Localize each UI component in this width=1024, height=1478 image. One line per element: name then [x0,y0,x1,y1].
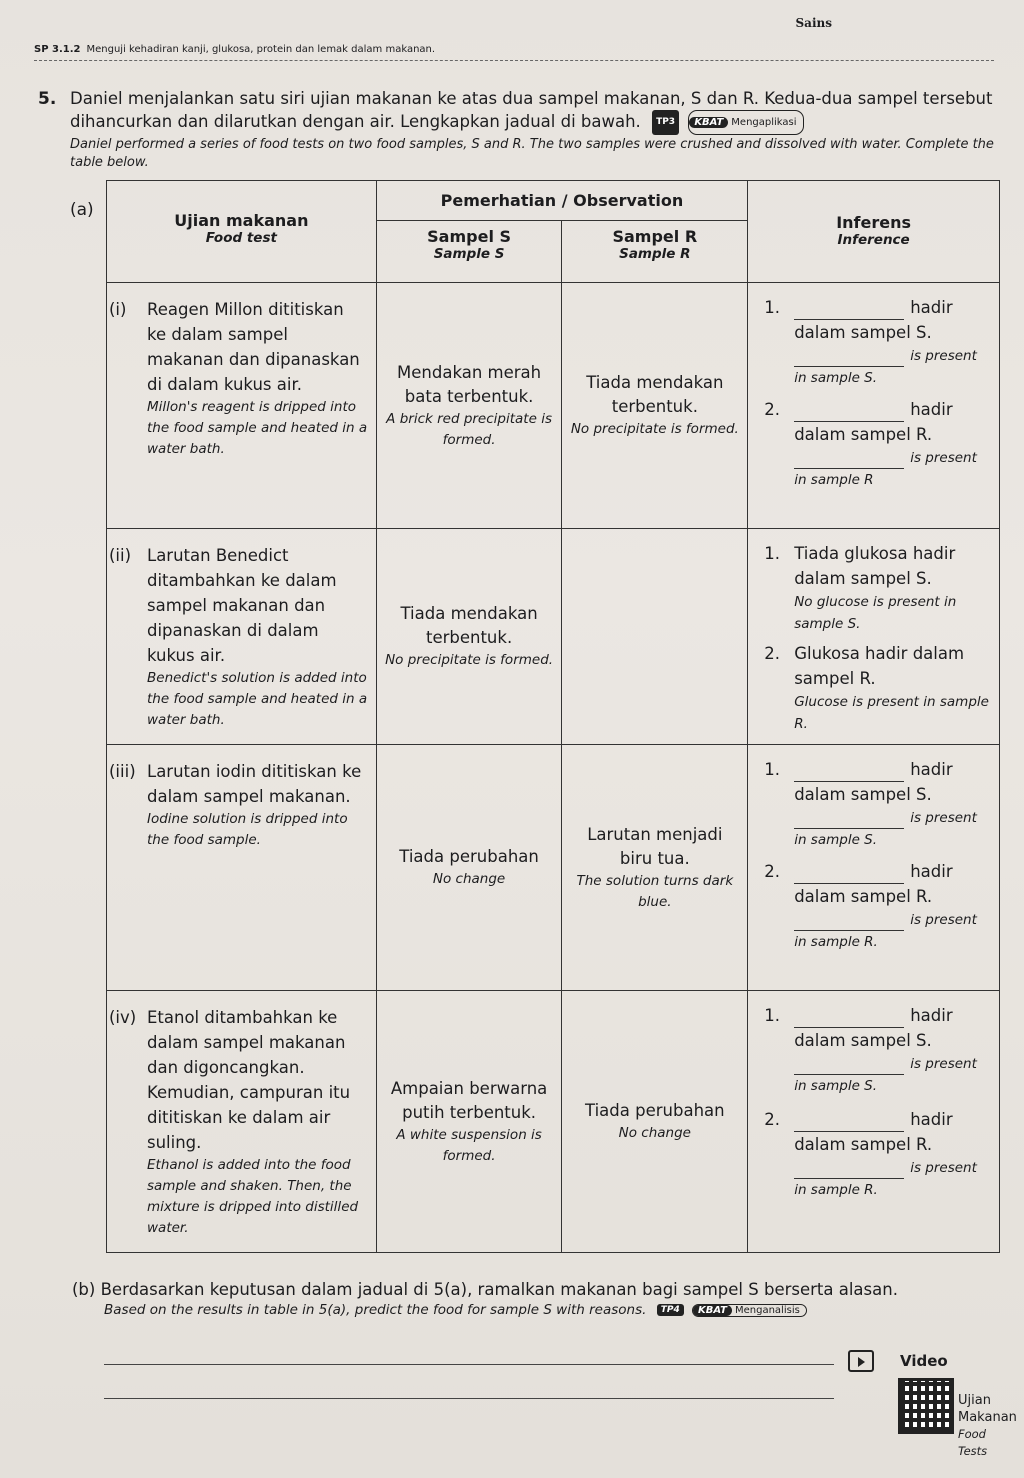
part-b-question [72,1278,898,1302]
header-sample-s [376,221,562,283]
kbat-badge [688,110,803,135]
table-row [107,529,1000,745]
observation-sample-s [376,991,562,1253]
inference-item [764,859,993,909]
obs-text-ms: Tiada perubahan [585,1101,725,1120]
obs-text-en: The solution turns dark blue. [576,872,734,910]
test-cell [107,991,377,1253]
answer-blank[interactable] [794,453,904,469]
tp-badge: TP4 [657,1304,684,1316]
row-number: (ii) [109,546,132,565]
inference-number: 1. [764,760,780,779]
test-text-en: Millon's reagent is dripped into the food sample and heated in a water bath. [147,399,368,457]
header-sample-s-en: Sample S [433,246,505,262]
observation-sample-r [562,745,748,991]
answer-blank[interactable] [794,868,904,884]
qr-caption-en: Food Tests [958,1427,988,1458]
observation-sample-r[interactable] [562,529,748,745]
qr-caption [958,1392,1018,1460]
sp-text: Menguji kehadiran kanji, glukosa, protein dan lemak dalam makanan. [86,44,436,55]
answer-blank[interactable] [794,1059,904,1075]
inference-en [764,1157,993,1201]
inference-ms-tail: hadir dalam sampel S. [794,760,953,804]
answer-blank[interactable] [794,813,904,829]
header-observation [376,181,748,221]
table-header-row [107,181,1000,221]
inference-number: 1. [764,1006,780,1025]
test-text-en: Benedict's solution is added into the food sample and heated in a water bath. [147,670,368,728]
obs-text-en: No change [618,1125,691,1141]
header-test-ms: Ujian makanan [174,211,309,230]
inference-item [764,397,993,447]
observation-sample-s [376,529,562,745]
qr-code-icon[interactable] [898,1378,954,1434]
obs-text-ms: Mendakan merah bata terbentuk. [397,362,542,406]
answer-blank[interactable] [794,1163,904,1179]
answer-line[interactable] [104,1398,834,1399]
inference-ms-tail: hadir dalam sampel R. [794,862,953,906]
inference-en-tail: is present in sample S. [794,348,977,386]
inference-ms: Tiada glukosa hadir dalam sampel S. [794,544,956,588]
obs-text-en: A white suspension is formed. [396,1126,542,1164]
inference-en [764,807,993,851]
inference-en [764,447,993,491]
inference-number: 1. [764,544,780,563]
sp-line [34,44,435,55]
sp-code: SP 3.1.2 [34,44,81,55]
inference-number: 2. [764,644,780,663]
header-inf-en: Inference [837,232,910,248]
inference-item [764,295,993,345]
part-b-text-en: Based on the results in table in 5(a), predict the food for sample S with reasons. [104,1302,647,1318]
answer-line[interactable] [104,1364,834,1365]
header-sample-r-ms: Sampel R [612,227,698,246]
test-cell [107,745,377,991]
qr-caption-ms-2: Makanan [958,1410,1017,1425]
obs-text-ms: Tiada mendakan terbentuk. [400,604,538,647]
header-sample-s-ms: Sampel S [427,227,512,246]
inference-item [764,1107,993,1157]
inference-number: 1. [764,298,780,317]
row-number: (i) [109,300,127,319]
test-text-ms: Reagen Millon dititiskan ke dalam sampel makanan dan dipanaskan di dalam kukus air. [147,300,360,394]
video-qr-block[interactable] [848,1350,1018,1458]
header-sample-r-en: Sample R [619,246,691,262]
test-text-ms: Larutan Benedict ditambahkan ke dalam sampel makanan dan dipanaskan di dalam kukus air. [147,546,337,665]
inference-number: 2. [764,1110,780,1129]
part-a-label: (a) [70,200,94,220]
part-b-label: (b) [72,1280,96,1299]
obs-text-ms: Larutan menjadi biru tua. [587,824,723,868]
question-number: 5. [38,89,57,109]
inference-number: 2. [764,862,780,881]
observation-sample-s [376,745,562,991]
header-inference [748,181,1000,283]
header-obs-label: Pemerhatian / Observation [440,191,684,210]
inference-cell [748,745,1000,991]
test-cell [107,529,377,745]
inference-ms-tail: hadir dalam sampel R. [794,400,953,444]
kbat-mark: KBAT [689,117,728,128]
inference-item [764,541,993,591]
table-row [107,745,1000,991]
inference-en-tail: is present in sample R [794,450,977,488]
video-label: Video [900,1352,948,1370]
inference-en [764,1053,993,1097]
test-text-ms: Larutan iodin dititiskan ke dalam sampel makanan. [147,762,362,806]
inference-ms-tail: hadir dalam sampel S. [794,298,953,342]
observation-sample-s [376,283,562,529]
obs-text-ms: Tiada perubahan [399,847,539,866]
test-text-en: Iodine solution is dripped into the food sample. [147,811,348,848]
observation-sample-r [562,991,748,1253]
answer-blank[interactable] [794,406,904,422]
header-divider [34,60,994,61]
observation-sample-r [562,283,748,529]
table-row [107,283,1000,529]
obs-text-ms: Tiada mendakan terbentuk. [586,373,724,416]
inference-item [764,1003,993,1053]
inference-cell [748,991,1000,1253]
obs-text-en: No precipitate is formed. [570,421,739,437]
answer-blank[interactable] [794,915,904,931]
question-text-ms [70,87,1020,135]
row-number: (iv) [109,1008,137,1027]
question-text-en: Daniel performed a series of food tests on two food samples, S and R. The two samples were crushed and dissolved with water. Complete the table below. [70,137,994,170]
inference-cell [748,529,1000,745]
inference-ms-tail: hadir dalam sampel S. [794,1006,953,1050]
obs-text-en: A brick red precipitate is formed. [386,410,552,448]
inference-ms: Glukosa hadir dalam sampel R. [794,644,965,688]
kbat-label: Menganalisis [735,1304,800,1316]
inference-en [764,345,993,389]
test-text-en: Ethanol is added into the food sample and shaken. Then, the mixture is dripped into distilled water. [147,1157,359,1236]
obs-text-en: No precipitate is formed. [385,652,554,668]
row-number: (iii) [109,762,136,781]
header-sample-r [562,221,748,283]
food-test-table [106,180,1000,1253]
inference-number: 2. [764,400,780,419]
table-row [107,991,1000,1253]
part-b-text-en-line [104,1302,807,1318]
test-cell [107,283,377,529]
qr-caption-ms-1: Ujian [958,1393,991,1408]
inference-en: Glucose is present in sample R. [794,694,989,732]
answer-blank[interactable] [794,304,904,320]
video-play-icon [848,1350,874,1372]
inference-en: No glucose is present in sample S. [794,594,957,632]
question-text-ms-body: Daniel menjalankan satu siri ujian makanan ke atas dua sampel makanan, S dan R. Kedua-dua sampel tersebut dihancurkan dan dilarutkan dengan air. Lengkapkan jadual di bawah. [70,89,993,131]
obs-text-ms: Ampaian berwarna putih terbentuk. [390,1078,548,1122]
answer-blank[interactable] [794,1116,904,1132]
answer-blank[interactable] [794,766,904,782]
subject-label: Sains [795,16,832,30]
answer-blank[interactable] [794,351,904,367]
tp-badge: TP3 [652,110,679,135]
inference-item [764,757,993,807]
inference-ms-tail: hadir dalam sampel R. [794,1110,953,1154]
kbat-label: Mengaplikasi [731,117,797,128]
obs-text-en: No change [432,871,506,887]
kbat-mark: KBAT [693,1305,732,1316]
inference-cell [748,283,1000,529]
inference-en [764,909,993,953]
header-test-en: Food test [205,230,277,246]
answer-blank[interactable] [794,1012,904,1028]
inference-en-tail: is present in sample R. [794,1160,977,1198]
header-food-test [107,181,377,283]
inference-en-tail: is present in sample R. [794,912,977,950]
inference-en-tail: is present in sample S. [794,1056,977,1094]
part-b-text-ms: Berdasarkan keputusan dalam jadual di 5(a), ramalkan makanan bagi sampel S berserta alasan. [100,1280,898,1299]
inference-en-tail: is present in sample S. [794,810,977,848]
kbat-badge [692,1304,807,1317]
header-inf-ms: Inferens [836,213,911,232]
test-text-ms: Etanol ditambahkan ke dalam sampel makanan dan digoncangkan. Kemudian, campuran itu dititiskan ke dalam air suling. [147,1008,351,1152]
inference-item [764,641,993,691]
